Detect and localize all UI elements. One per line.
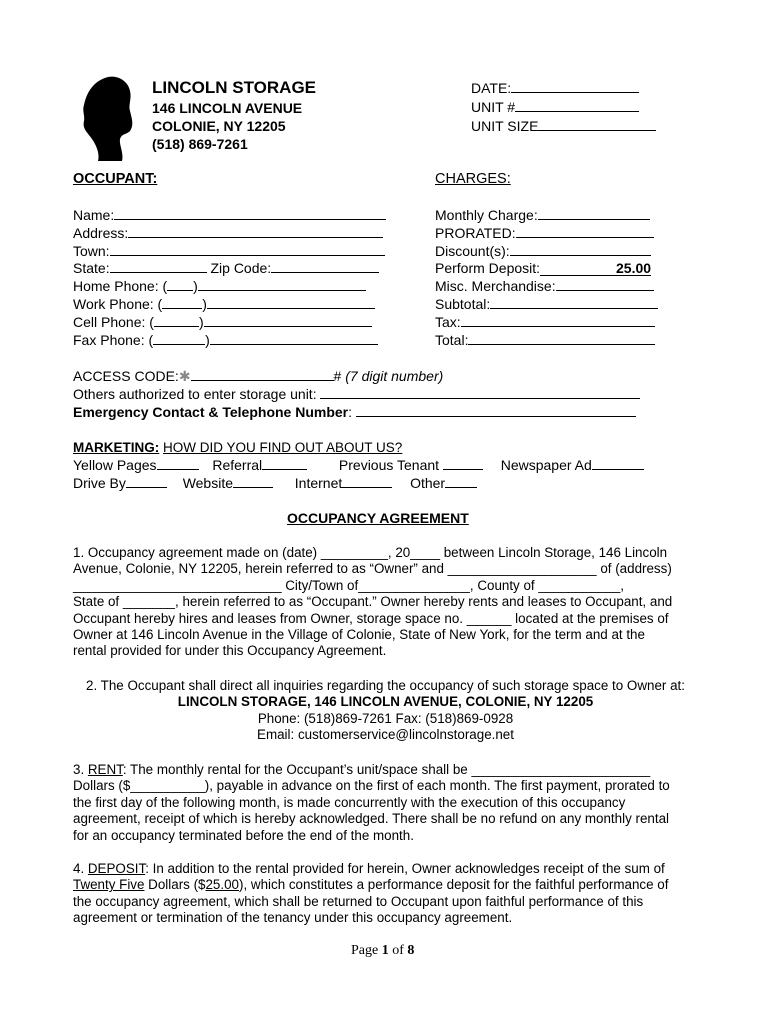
tax-field[interactable]: Tax: (435, 314, 655, 331)
access-code-hint: (7 digit number) (345, 368, 444, 384)
charges-heading: CHARGES: (435, 171, 511, 187)
unit-number-field[interactable] (471, 99, 639, 115)
drive-by-option[interactable]: Drive By (73, 475, 167, 491)
company-name: LINCOLN STORAGE (152, 78, 317, 97)
lincoln-silhouette-logo (78, 75, 138, 163)
paragraph-4: 4. DEPOSIT: In addition to the rental provided for herein, Owner acknowledges receipt of the sum of Twenty Five Dollars ($25.00), which constitutes a performance deposit for the faithful performance of the occupancy agreement, which shall be returned to Occupant upon faithful performance of this agreement or termination of the tenancy under this occupancy agreement. (73, 861, 669, 926)
previous-tenant-option[interactable]: Previous Tenant (339, 457, 483, 473)
company-phone: (518) 869-7261 (152, 136, 248, 152)
owner-phone: Phone: (518)869-7261 Fax: (518)869-0928 (257, 710, 514, 726)
town-field[interactable]: Town: (73, 243, 385, 260)
home-phone-field[interactable]: Home Phone: ( ) (73, 278, 366, 295)
cell-phone-field[interactable]: Cell Phone: ( ) (73, 314, 372, 331)
perform-deposit-value: 25.00 (540, 261, 651, 276)
emergency-contact-field[interactable]: Emergency Contact & Telephone Number: (73, 404, 636, 421)
prorated-field[interactable]: PRORATED: (435, 225, 654, 242)
owner-address: LINCOLN STORAGE, 146 LINCOLN AVENUE, COLONIE, NY 12205 (177, 694, 594, 710)
fax-phone-field[interactable]: Fax Phone: ( ) (73, 332, 378, 349)
paragraph-1: 1. Occupancy agreement made on (date) _________, 20____ between Lincoln Storage, 146 Lincoln Avenue, Colonie, NY 12205, herein referred to as “Owner” and ____________________ of (address) ____________________________ City/Town of_______________, County of ___________, State of _______, herein referred to as “Occupant.” Owner hereby rents and leases to Occupant, and Occupant hereby hires and leases from Owner, storage space no. ______ located at the premises of Owner at 146 Lincoln Avenue in the Village of Colonie, State of New York, for the term and at the rental provided for under this Occupancy Agreement. (73, 545, 673, 659)
monthly-charge-field[interactable]: Monthly Charge: (435, 207, 650, 224)
agreement-title: OCCUPANCY AGREEMENT (287, 510, 469, 526)
state-zip-field[interactable]: State: Zip Code: (73, 260, 379, 277)
unit-size-label: UNIT SIZE (471, 118, 539, 134)
marketing-options-row-1 (73, 457, 644, 474)
internet-option[interactable]: Internet (295, 475, 392, 491)
date-field[interactable] (471, 80, 639, 96)
marketing-options-row-2 (73, 475, 477, 492)
misc-merchandise-field[interactable]: Misc. Merchandise: (435, 278, 654, 295)
perform-deposit-field[interactable]: Perform Deposit: 25.00 (435, 260, 652, 276)
company-city: COLONIE, NY 12205 (152, 118, 286, 134)
total-field[interactable]: Total: (435, 332, 655, 349)
unit-number-label: UNIT # (471, 99, 516, 115)
occupant-heading: OCCUPANT: (73, 171, 158, 187)
paragraph-3: 3. RENT: The monthly rental for the Occupant’s unit/space shall be ________________________ Dollars ($__________), payable in advance on the first of each month. The first payment, prorated to the first day of the following month, is made concurrently with the execution of this occupancy agreement, receipt of which is hereby acknowledged. There shall be no refund on any monthly rental for an occupancy terminated before the end of the month. (73, 762, 670, 843)
marketing-question: HOW DID YOU FIND OUT ABOUT US? (163, 440, 403, 455)
others-authorized-field[interactable]: Others authorized to enter storage unit: (73, 386, 640, 403)
subtotal-field[interactable]: Subtotal: (435, 296, 658, 313)
yellow-pages-option[interactable]: Yellow Pages (73, 457, 199, 473)
marketing-label: MARKETING: (73, 440, 160, 455)
other-option[interactable]: Other (410, 475, 477, 491)
company-street: 146 LINCOLN AVENUE (152, 100, 303, 116)
marketing-line (73, 439, 402, 456)
newspaper-ad-option[interactable]: Newspaper Ad (501, 457, 644, 473)
paragraph-2: 2. The Occupant shall direct all inquiries regarding the occupancy of such storage space to Owner at: LINCOLN STORAGE, 146 LINCOLN AVENUE, COLONIE, NY 12205 Phone: (518)869-7261 Fax: (518)869-0928 Email: customerservice@lincolnstorage.net (73, 678, 698, 744)
access-code-field[interactable]: ACCESS CODE:✱ # (7 digit number) (73, 368, 444, 384)
discounts-field[interactable]: Discount(s): (435, 243, 651, 260)
date-label: DATE: (471, 80, 512, 96)
referral-option[interactable]: Referral (212, 457, 307, 473)
asterisk-icon: ✱ (178, 368, 191, 384)
page-number: Page 1 of 8 (351, 943, 415, 958)
unit-size-field[interactable] (471, 118, 656, 134)
address-field[interactable]: Address: (73, 225, 383, 242)
website-option[interactable]: Website (183, 475, 273, 491)
work-phone-field[interactable]: Work Phone: ( ) (73, 296, 375, 313)
owner-email[interactable]: Email: customerservice@lincolnstorage.net (257, 727, 514, 743)
name-field[interactable]: Name: (73, 207, 386, 224)
